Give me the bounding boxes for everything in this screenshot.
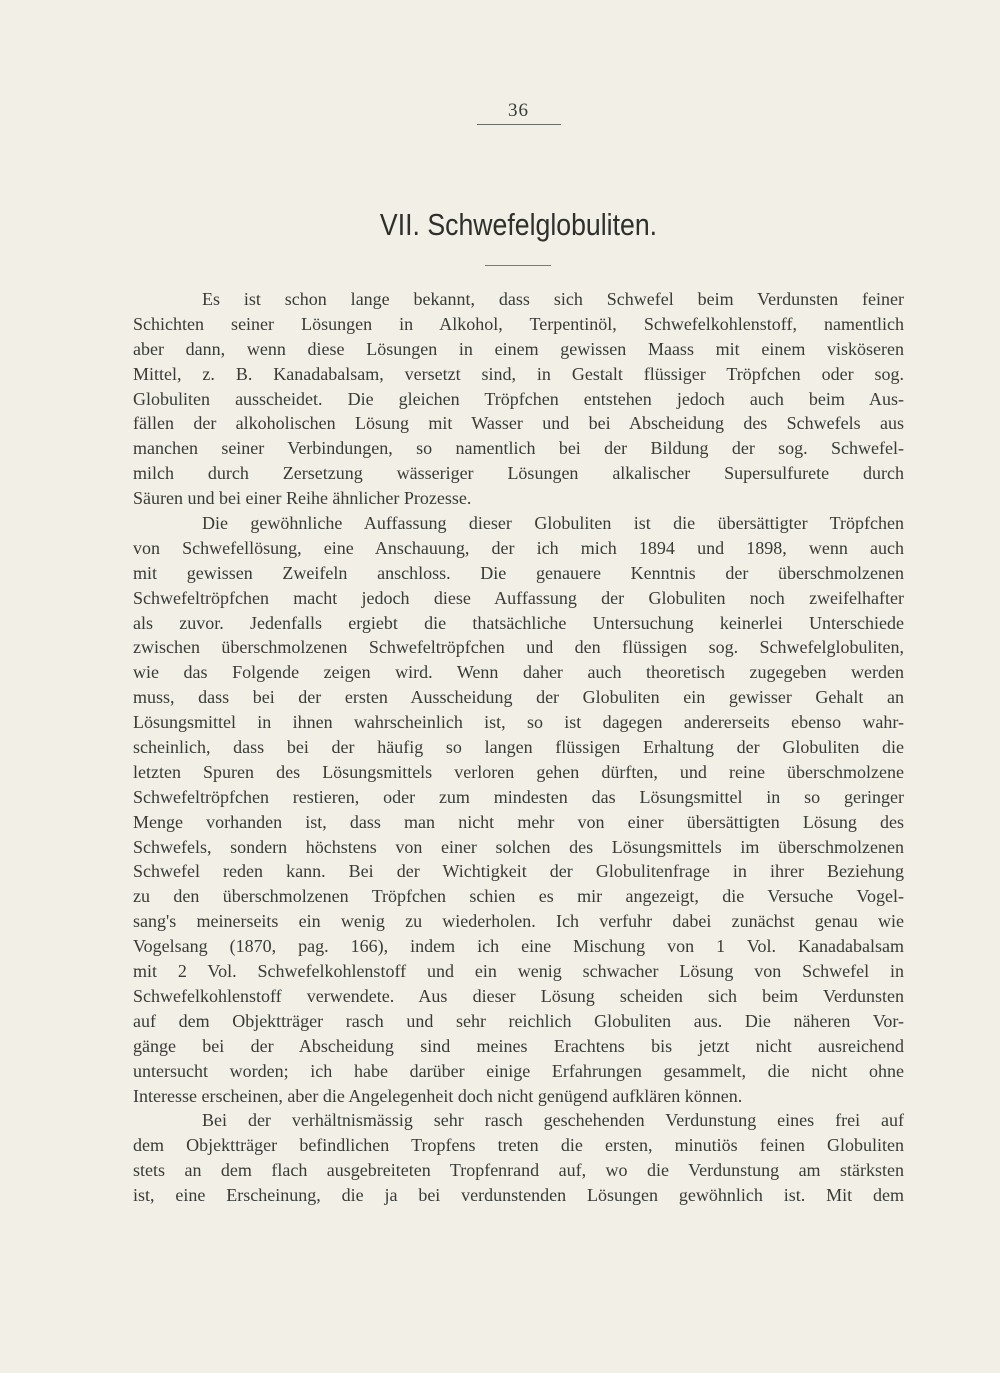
text-line: stets an dem flach ausgebreiteten Tropfenrand auf, wo die Verdunstung am stärksten <box>133 1160 904 1181</box>
text-line: Interesse erscheinen, aber die Angelegenheit doch nicht genügend aufklären können. <box>133 1085 743 1106</box>
text-line: zu den überschmolzenen Tröpfchen schien es mir angezeigt, die Versuche Vogel- <box>133 886 904 907</box>
text-line: letzten Spuren des Lösungsmittels verloren gehen dürften, und reine überschmolzene <box>133 761 904 782</box>
text-line: Menge vorhanden ist, dass man nicht mehr von einer übersättigten Lösung des <box>133 811 904 832</box>
text-line: Bei der verhältnismässig sehr rasch geschehenden Verdunstung eines frei auf <box>202 1110 904 1131</box>
text-line: mit gewissen Zweifeln anschloss. Die genauere Kenntnis der überschmolzenen <box>133 562 904 583</box>
text-line: untersucht worden; ich habe darüber einige Erfahrungen gesammelt, die nicht ohne <box>133 1060 904 1081</box>
chapter-title: VII. Schwefelglobuliten. <box>379 207 658 242</box>
text-line: zwischen überschmolzenen Schwefeltröpfchen und den flüssigen sog. Schwefelglobuliten, <box>133 637 904 658</box>
text-line: von Schwefellösung, eine Anschauung, der ich mich 1894 und 1898, wenn auch <box>133 537 904 558</box>
text-line: scheinlich, dass bei der häufig so langen flüssigen Erhaltung der Globuliten die <box>133 737 904 758</box>
text-line: Es ist schon lange bekannt, dass sich Schwefel beim Verdunsten feiner <box>202 289 904 309</box>
text-line: ist, eine Erscheinung, die ja bei verdunstenden Lösungen gewöhnlich ist. Mit dem <box>133 1185 904 1206</box>
text-line: auf dem Objektträger rasch und sehr reichlich Globuliten aus. Die näheren Vor- <box>133 1010 904 1031</box>
text-line: Schwefeltröpfchen restieren, oder zum mindesten das Lösungsmittel in so geringer <box>133 786 904 807</box>
text-line: sang's meinerseits ein wenig zu wiederholen. Ich verfuhr dabei zunächst genau wie <box>133 911 904 932</box>
text-line: Schwefelkohlenstoff verwendete. Aus dieser Lösung scheiden sich beim Verdunsten <box>133 985 904 1006</box>
text-line: Globuliten ausscheidet. Die gleichen Tröpfchen entstehen jedoch auch beim Aus- <box>133 388 904 409</box>
text-line: Mittel, z. B. Kanadabalsam, versetzt sind, in Gestalt flüssiger Tröpfchen oder sog. <box>133 363 904 384</box>
text-line: Schwefeltröpfchen macht jedoch diese Auffassung der Globuliten noch zweifelhafter <box>133 587 904 608</box>
text-line: Säuren und bei einer Reihe ähnlicher Prozesse. <box>133 488 472 509</box>
text-line: wie das Folgende zeigen wird. Wenn daher auch theoretisch zugegeben werden <box>133 662 904 683</box>
text-line: Lösungsmittel in ihnen wahrscheinlich ist, so ist dagegen andererseits ebenso wahr- <box>133 712 904 733</box>
text-line: Vogelsang (1870, pag. 166), indem ich eine Mischung von 1 Vol. Kanadabalsam <box>133 936 904 957</box>
page-number: 36 <box>508 100 529 121</box>
page-number-rule <box>477 124 561 125</box>
paragraph-3 <box>133 1108 904 1208</box>
text-line: Die gewöhnliche Auffassung dieser Globuliten ist die übersättigter Tröpfchen <box>202 513 904 534</box>
paragraph-1 <box>133 287 904 511</box>
text-line: manchen seiner Verbindungen, so namentlich bei der Bildung der sog. Schwefel- <box>133 438 904 459</box>
document-page <box>133 0 904 1373</box>
paragraph-2 <box>133 511 904 1108</box>
text-line: Schwefels, sondern höchstens von einer solchen des Lösungsmittels im überschmolzenen <box>133 836 904 857</box>
text-line: fällen der alkoholischen Lösung mit Wasser und bei Abscheidung des Schwefels aus <box>133 413 904 434</box>
text-line: dem Objektträger befindlichen Tropfens treten die ersten, minutiös feinen Globuliten <box>133 1135 904 1156</box>
text-line: als zuvor. Jedenfalls ergiebt die thatsächliche Untersuchung keinerlei Unterschiede <box>133 612 904 633</box>
title-rule <box>485 265 551 266</box>
text-line: milch durch Zersetzung wässeriger Lösungen alkalischer Supersulfurete durch <box>133 463 904 484</box>
text-line: mit 2 Vol. Schwefelkohlenstoff und ein wenig schwacher Lösung von Schwefel in <box>133 961 904 982</box>
text-line: Schwefel reden kann. Bei der Wichtigkeit der Globulitenfrage in ihrer Beziehung <box>133 861 904 882</box>
text-line: gänge bei der Abscheidung sind meines Erachtens bis jetzt nicht ausreichend <box>133 1035 904 1056</box>
body-text <box>133 287 904 1208</box>
text-line: Schichten seiner Lösungen in Alkohol, Terpentinöl, Schwefelkohlenstoff, namentlich <box>133 313 904 334</box>
text-line: muss, dass bei der ersten Ausscheidung der Globuliten ein gewisser Gehalt an <box>133 687 904 708</box>
text-line: aber dann, wenn diese Lösungen in einem gewissen Maass mit einem visköseren <box>133 338 904 359</box>
